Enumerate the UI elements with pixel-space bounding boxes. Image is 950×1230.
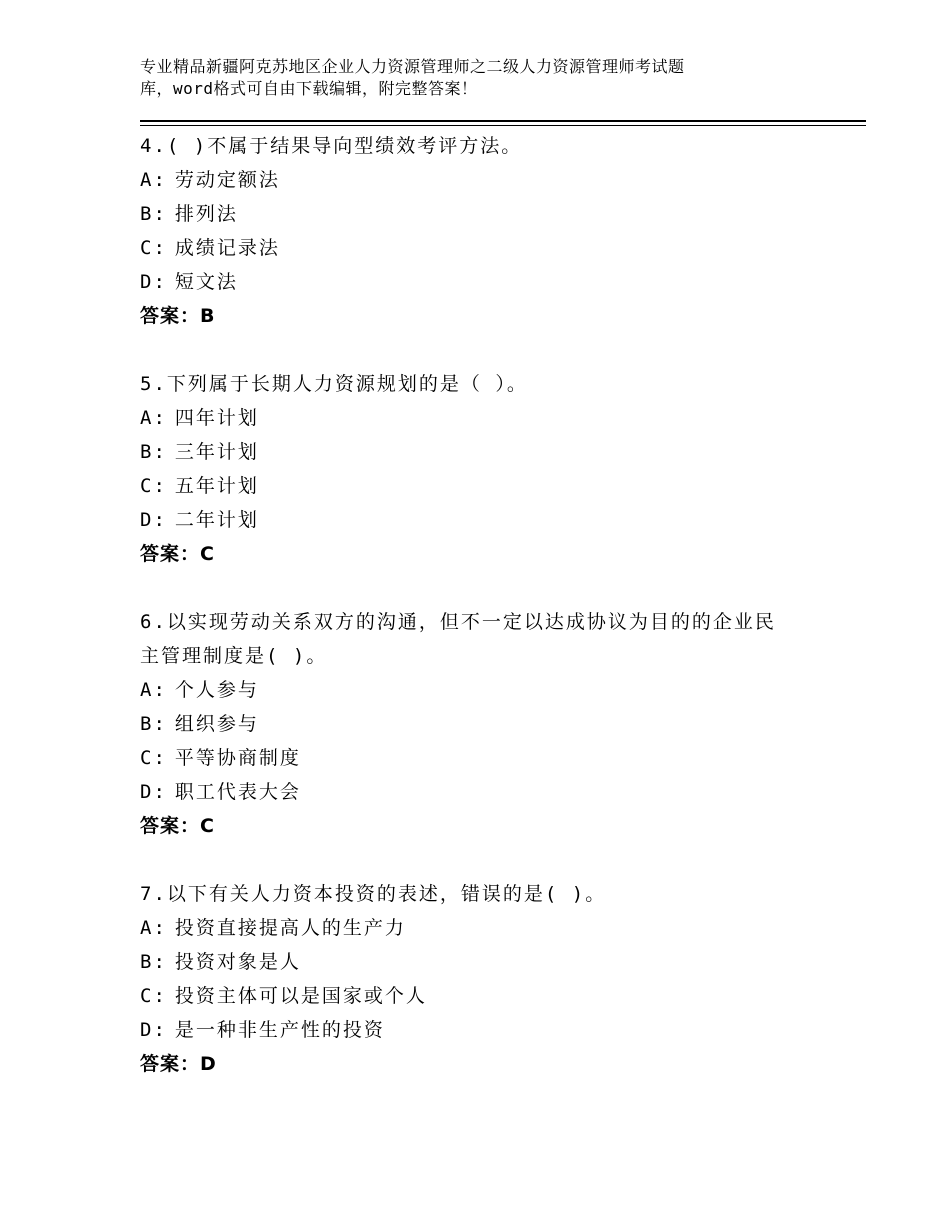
option-text: 投资主体可以是国家或个人 — [174, 985, 427, 1007]
option-key: C: — [140, 985, 167, 1007]
question-item — [140, 605, 840, 843]
answer-label: 答案：C — [140, 543, 215, 565]
option-c — [140, 469, 840, 503]
question-text — [140, 129, 840, 163]
option-d — [140, 265, 840, 299]
header-divider-thin — [140, 125, 866, 126]
option-key: C: — [140, 475, 167, 497]
answer-label: 答案：B — [140, 305, 216, 327]
question-list — [140, 129, 840, 1115]
question-item — [140, 877, 840, 1081]
option-a — [140, 911, 840, 945]
option-key: B: — [140, 203, 167, 225]
header-line: 库，word格式可自由下载编辑，附完整答案！ — [140, 79, 478, 98]
header-line: 专业精品新疆阿克苏地区企业人力资源管理师之二级人力资源管理师考试题 — [140, 57, 685, 76]
option-c — [140, 231, 840, 265]
option-c — [140, 979, 840, 1013]
option-key: D: — [140, 509, 167, 531]
question-text-line: 5.下列属于长期人力资源规划的是（ ）。 — [140, 373, 528, 395]
option-text: 投资对象是人 — [174, 951, 301, 973]
option-c — [140, 741, 840, 775]
option-key: A: — [140, 917, 167, 939]
option-text: 投资直接提高人的生产力 — [174, 917, 406, 939]
answer-label: 答案：D — [140, 1053, 217, 1075]
option-key: B: — [140, 951, 167, 973]
option-key: A: — [140, 407, 167, 429]
option-a — [140, 401, 840, 435]
option-d — [140, 1013, 840, 1047]
option-key: C: — [140, 747, 167, 769]
header-divider-thick — [140, 120, 866, 122]
option-key: B: — [140, 713, 167, 735]
option-text: 是一种非生产性的投资 — [174, 1019, 385, 1041]
option-text: 短文法 — [174, 271, 238, 293]
option-a — [140, 673, 840, 707]
option-b — [140, 435, 840, 469]
option-a — [140, 163, 840, 197]
option-b — [140, 945, 840, 979]
question-text — [140, 605, 840, 673]
question-item — [140, 367, 840, 571]
option-d — [140, 503, 840, 537]
option-text: 排列法 — [174, 203, 238, 225]
option-text: 三年计划 — [174, 441, 259, 463]
question-text-line: 主管理制度是( )。 — [140, 645, 328, 667]
option-text: 职工代表大会 — [174, 781, 301, 803]
option-text: 二年计划 — [174, 509, 259, 531]
question-text-line: 4.( )不属于结果导向型绩效考评方法。 — [140, 135, 523, 157]
answer-label: 答案：C — [140, 815, 215, 837]
option-text: 平等协商制度 — [174, 747, 301, 769]
option-text: 四年计划 — [174, 407, 259, 429]
option-key: D: — [140, 1019, 167, 1041]
option-key: D: — [140, 271, 167, 293]
option-key: C: — [140, 237, 167, 259]
option-b — [140, 707, 840, 741]
option-key: A: — [140, 679, 167, 701]
question-item — [140, 129, 840, 333]
option-text: 组织参与 — [174, 713, 259, 735]
option-d — [140, 775, 840, 809]
option-text: 五年计划 — [174, 475, 259, 497]
option-key: B: — [140, 441, 167, 463]
question-text-line: 6.以实现劳动关系双方的沟通，但不一定以达成协议为目的的企业民 — [140, 611, 776, 633]
option-text: 成绩记录法 — [174, 237, 280, 259]
option-text: 个人参与 — [174, 679, 259, 701]
option-key: A: — [140, 169, 167, 191]
document-header — [140, 56, 780, 100]
option-key: D: — [140, 781, 167, 803]
option-text: 劳动定额法 — [174, 169, 280, 191]
question-text — [140, 367, 840, 401]
option-b — [140, 197, 840, 231]
question-text — [140, 877, 840, 911]
question-text-line: 7.以下有关人力资本投资的表述，错误的是( )。 — [140, 883, 607, 905]
